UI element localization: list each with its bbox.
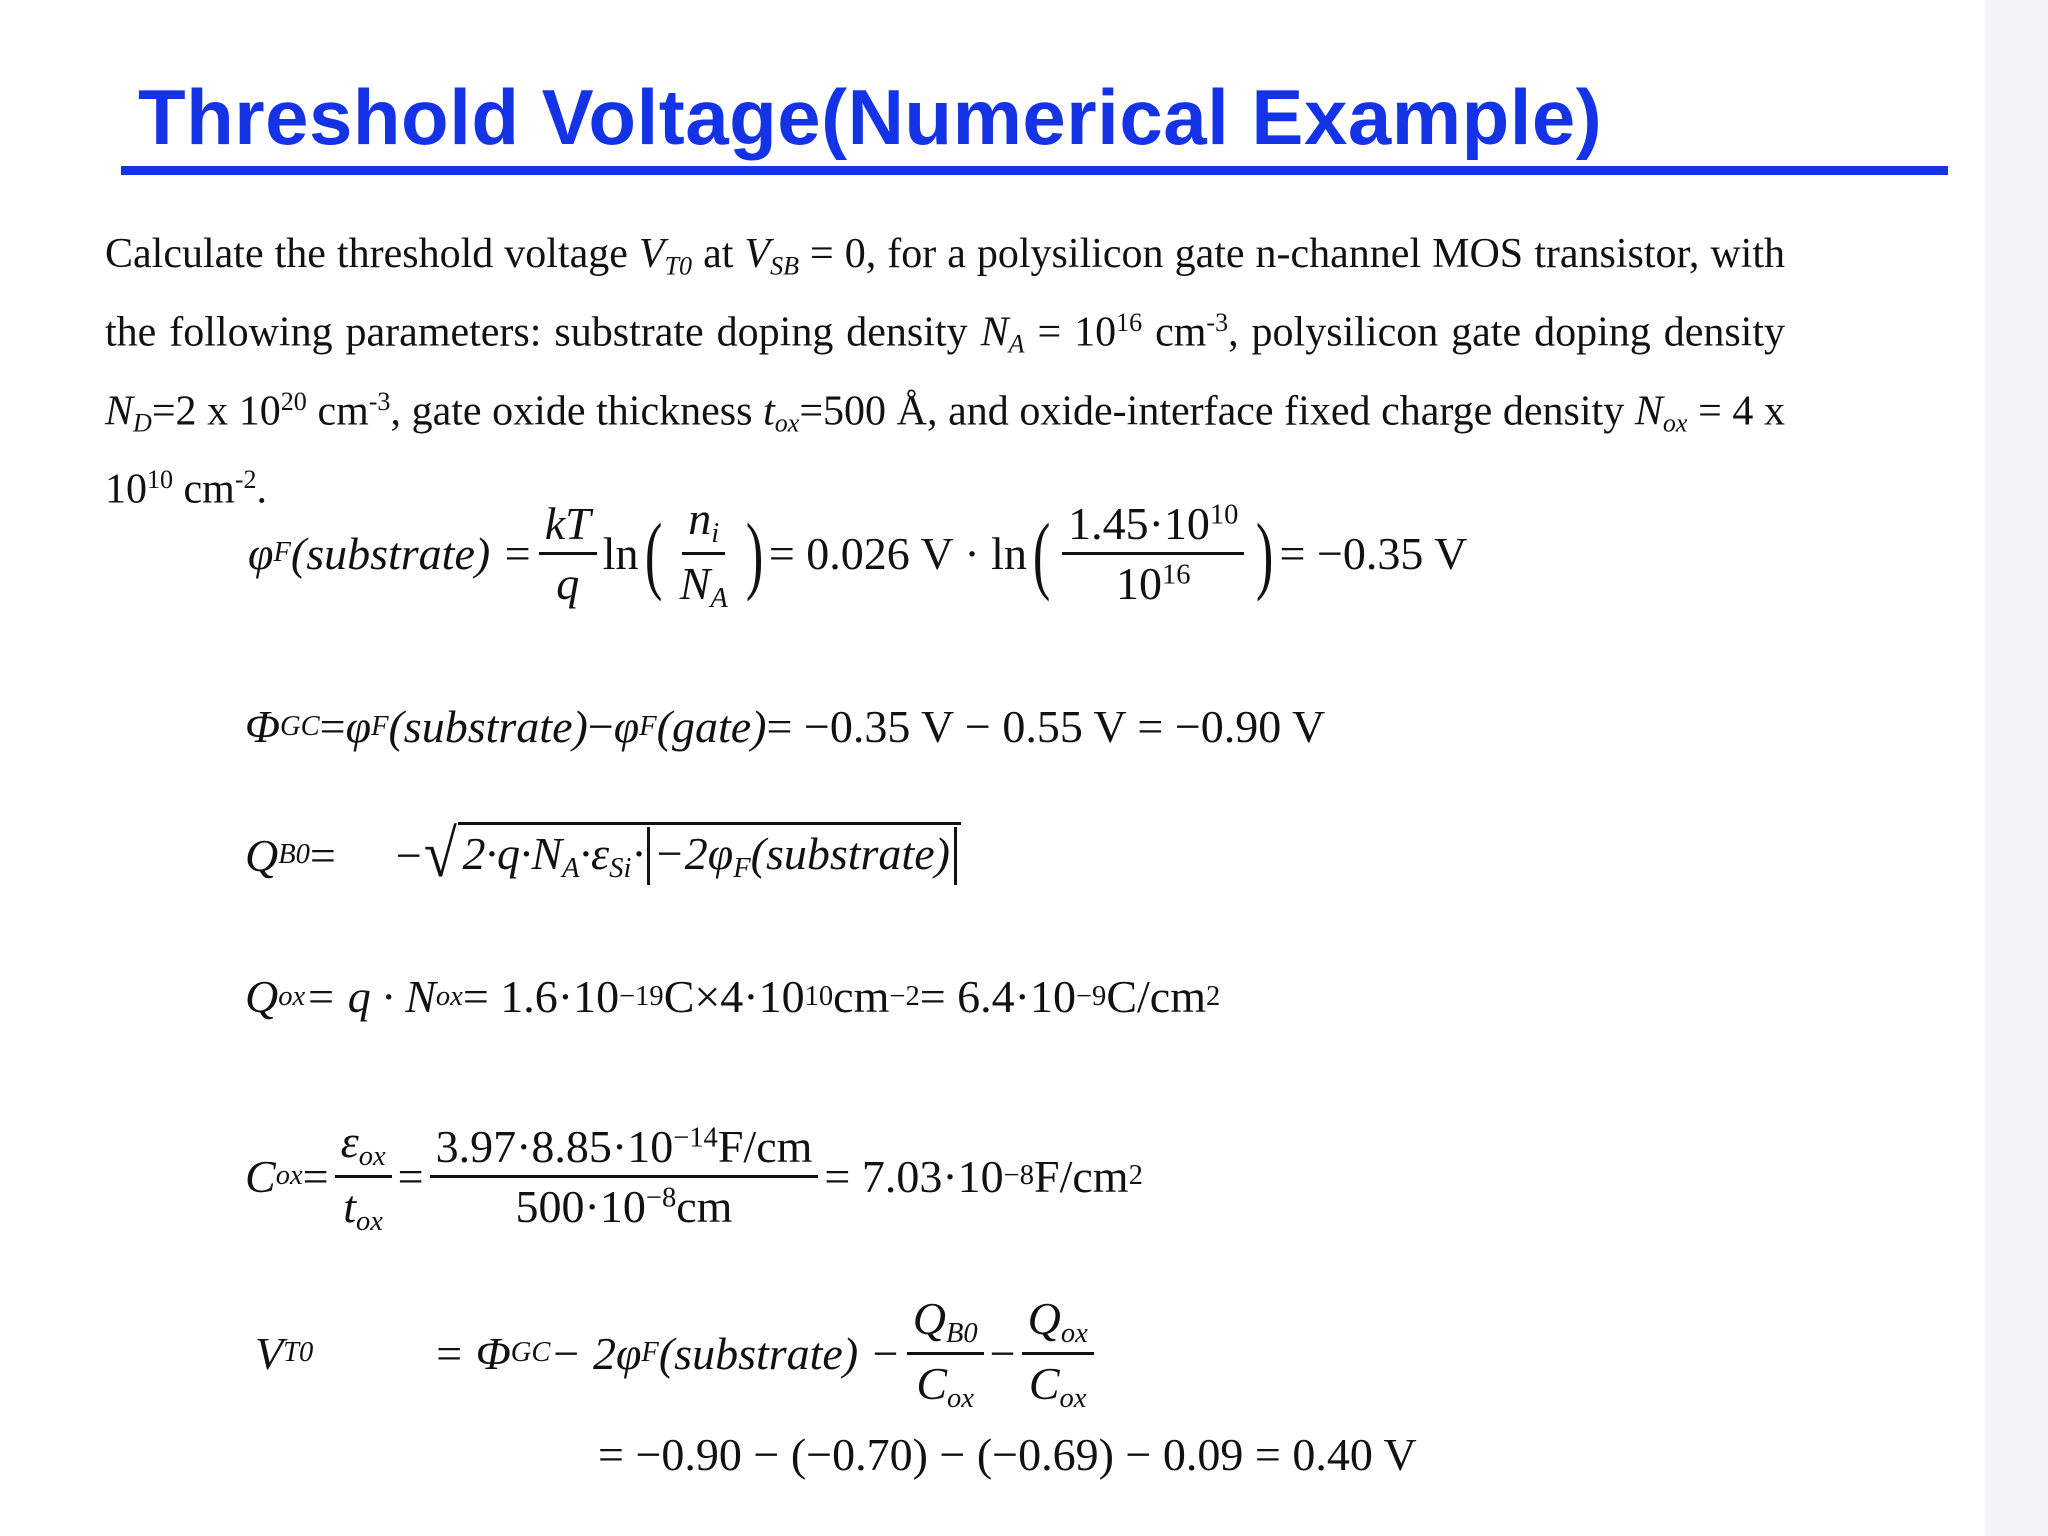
nox-subscript: ox bbox=[1662, 408, 1688, 438]
ln-operator: ln bbox=[602, 527, 639, 579]
vsb-symbol: V bbox=[744, 231, 771, 277]
phi-subscript: F bbox=[641, 1337, 659, 1369]
eq-text: (substrate) bbox=[388, 701, 588, 752]
cox-subscript: ox bbox=[1059, 1382, 1087, 1414]
exponent: 2 bbox=[1205, 980, 1221, 1012]
equation-fermi-potential bbox=[248, 492, 1467, 615]
exponent: −8 bbox=[1003, 1160, 1034, 1192]
nd-symbol: N bbox=[105, 388, 134, 435]
sqrt-sign: √ bbox=[423, 818, 457, 891]
equation-qox bbox=[245, 970, 1220, 1023]
vt0-subscript: T0 bbox=[664, 251, 693, 281]
eq-text: cm bbox=[676, 1180, 733, 1232]
fraction-numerator: kT bbox=[539, 497, 597, 555]
open-paren: ( bbox=[644, 504, 662, 602]
exponent: 16 bbox=[1161, 559, 1191, 591]
intro-text: = 4 x 10 bbox=[105, 388, 1786, 513]
phi-subscript: F bbox=[371, 710, 389, 742]
fraction-numerator bbox=[1062, 497, 1244, 555]
open-paren: ( bbox=[1032, 504, 1051, 602]
eq-text: · bbox=[631, 828, 647, 879]
eq-text: = 1.6·10 bbox=[462, 971, 620, 1022]
square-root bbox=[422, 818, 961, 891]
eq-text: = bbox=[309, 829, 336, 881]
exponent: −8 bbox=[645, 1182, 677, 1214]
intro-text: = 0, for a polysilicon gate n-channel MOS transistor, with the following parameters: substrate doping density bbox=[105, 231, 1786, 356]
na-subscript: A bbox=[710, 582, 728, 614]
eq-text: −2φ bbox=[653, 828, 734, 879]
phi-subscript: F bbox=[733, 852, 751, 884]
cox-symbol: C bbox=[916, 1357, 948, 1409]
phi-gc-subscript: GC bbox=[280, 710, 320, 742]
nox-subscript: ox bbox=[435, 980, 463, 1012]
eq-text: cm bbox=[833, 971, 890, 1022]
intro-text: , polysilicon gate doping density bbox=[1228, 309, 1786, 356]
phi-subscript: F bbox=[273, 537, 291, 569]
unit-exponent: -3 bbox=[1206, 308, 1229, 338]
intro-text: cm bbox=[173, 466, 235, 513]
intro-text: =2 x 10 bbox=[151, 388, 281, 435]
na-symbol: N bbox=[980, 309, 1009, 356]
qb0-symbol: Q bbox=[245, 829, 279, 881]
phi-symbol: φ bbox=[248, 527, 274, 579]
vt0-symbol: V bbox=[255, 1327, 284, 1379]
equation-qb0 bbox=[245, 818, 961, 891]
exponent: −2 bbox=[889, 980, 920, 1012]
eq-text: 3.97·8.85·10 bbox=[435, 1120, 674, 1172]
sqrt-body bbox=[458, 822, 961, 889]
exponent: 10 bbox=[1209, 499, 1239, 531]
eps-subscript: ox bbox=[358, 1140, 386, 1172]
unit-exponent: -3 bbox=[368, 386, 391, 416]
exponent: 2 bbox=[1128, 1160, 1143, 1192]
eq-text: 500·10 bbox=[515, 1180, 646, 1232]
fraction-eps-tox bbox=[335, 1115, 392, 1238]
vt0-subscript: T0 bbox=[283, 1337, 314, 1369]
intro-text: , gate oxide thickness bbox=[390, 388, 764, 435]
eq-result: = −0.90 − (−0.70) − (−0.69) − 0.09 = 0.40 V bbox=[598, 1429, 1417, 1480]
eq-text: ·ε bbox=[579, 828, 610, 879]
fraction-denominator bbox=[510, 1178, 739, 1233]
eq-text: = 0.026 V · ln bbox=[768, 527, 1027, 579]
absolute-value bbox=[647, 827, 957, 885]
tox-subscript: ox bbox=[774, 408, 800, 438]
eq-text: F/cm bbox=[1034, 1150, 1129, 1202]
fraction-qox-cox bbox=[1022, 1292, 1094, 1415]
eq-text: − bbox=[587, 701, 614, 752]
eq-text: (substrate) = bbox=[290, 527, 533, 579]
fraction-numerator bbox=[682, 492, 725, 555]
fraction-numerator bbox=[430, 1120, 819, 1178]
nox-exponent: 10 bbox=[147, 465, 174, 495]
eps-symbol: ε bbox=[340, 1116, 359, 1167]
qox-subscript: ox bbox=[278, 980, 306, 1012]
na-subscript: A bbox=[562, 852, 580, 884]
vt0-symbol: V bbox=[638, 231, 665, 277]
qox-symbol: Q bbox=[245, 971, 279, 1022]
problem-statement bbox=[105, 226, 1785, 519]
phi-gc-symbol: Φ bbox=[245, 701, 281, 752]
intro-text: cm bbox=[1142, 309, 1207, 356]
intro-text: Calculate the threshold voltage bbox=[105, 231, 639, 277]
ni-subscript: i bbox=[711, 517, 720, 549]
equation-vt0 bbox=[255, 1292, 1100, 1415]
eq-text: 2·q·N bbox=[462, 828, 563, 879]
eq-text: = 6.4·10 bbox=[919, 971, 1076, 1022]
eq-text: 1.45·10 bbox=[1068, 497, 1210, 549]
phi-symbol: φ bbox=[613, 701, 640, 752]
phi-subscript: F bbox=[639, 710, 657, 742]
cox-subscript: ox bbox=[947, 1382, 974, 1414]
title-underline bbox=[121, 166, 1948, 175]
nd-subscript: D bbox=[133, 408, 152, 438]
phi-gc-subscript: GC bbox=[510, 1337, 551, 1369]
slide-edge-strip bbox=[1985, 0, 2048, 1536]
eq-text: − bbox=[395, 829, 422, 881]
eq-text: = bbox=[397, 1150, 424, 1202]
tox-symbol: t bbox=[343, 1180, 357, 1232]
equation-phi-gc bbox=[245, 700, 1325, 753]
qb0-symbol: Q bbox=[912, 1293, 946, 1344]
fraction-cox-value bbox=[430, 1120, 819, 1233]
fraction-denominator bbox=[1023, 1355, 1093, 1415]
fraction-numerator bbox=[907, 1292, 984, 1355]
eps-subscript: Si bbox=[609, 852, 632, 884]
vsb-subscript: SB bbox=[770, 251, 799, 281]
cox-symbol: C bbox=[1028, 1357, 1060, 1409]
nox-symbol: N bbox=[1634, 388, 1663, 435]
fraction-denominator bbox=[337, 1178, 389, 1238]
problem-text bbox=[105, 226, 1785, 519]
intro-text: cm bbox=[306, 388, 369, 435]
eq-text: (substrate) bbox=[750, 828, 950, 879]
cox-symbol: C bbox=[245, 1150, 276, 1202]
fraction-ni-value bbox=[1062, 497, 1244, 610]
close-paren: ) bbox=[745, 504, 764, 602]
eq-text: 10 bbox=[1115, 557, 1162, 609]
eq-result: = 7.03·10 bbox=[824, 1150, 1004, 1202]
fraction-qb0-cox bbox=[907, 1292, 984, 1415]
eq-result: = −0.35 V − 0.55 V = −0.90 V bbox=[766, 701, 1326, 752]
intro-text: =500 Å, and oxide-interface fixed charge density bbox=[799, 388, 1635, 435]
eq-text: = bbox=[319, 701, 346, 752]
exponent: −14 bbox=[673, 1122, 718, 1154]
na-subscript: A bbox=[1008, 329, 1025, 359]
fraction-numerator bbox=[335, 1115, 392, 1178]
tox-subscript: ox bbox=[356, 1205, 383, 1237]
fraction-ni-na bbox=[674, 492, 734, 615]
fraction-denominator bbox=[1110, 555, 1197, 610]
exponent: −9 bbox=[1075, 980, 1107, 1012]
na-exponent: 16 bbox=[1116, 308, 1143, 338]
eq-text: F/cm bbox=[717, 1120, 813, 1172]
fraction-kt-q bbox=[539, 497, 597, 610]
qb0-subscript: B0 bbox=[278, 839, 310, 871]
na-symbol: N bbox=[679, 557, 711, 609]
phi-symbol: φ bbox=[345, 701, 372, 752]
qox-symbol: Q bbox=[1027, 1293, 1061, 1344]
eq-text: C×4·10 bbox=[663, 971, 805, 1022]
eq-text: (substrate) − bbox=[658, 1327, 901, 1379]
unit-exponent: -2 bbox=[234, 465, 257, 495]
tox-symbol: t bbox=[763, 388, 775, 435]
fraction-numerator bbox=[1022, 1292, 1094, 1355]
fraction-denominator bbox=[910, 1355, 980, 1415]
eq-text: = bbox=[302, 1150, 329, 1202]
slide-title: Threshold Voltage(Numerical Example) bbox=[138, 73, 1603, 161]
intro-text: = 10 bbox=[1024, 309, 1117, 356]
intro-text: . bbox=[256, 466, 268, 513]
eq-result: = −0.35 V bbox=[1279, 527, 1468, 579]
qox-subscript: ox bbox=[1060, 1317, 1088, 1349]
equation-final-result bbox=[598, 1428, 1417, 1481]
eq-text: = q · N bbox=[305, 971, 436, 1022]
ni-symbol: n bbox=[688, 493, 712, 544]
intro-text: at bbox=[692, 231, 745, 277]
equation-cox bbox=[245, 1115, 1143, 1238]
exponent: −19 bbox=[619, 980, 664, 1012]
eq-text: (gate) bbox=[656, 701, 767, 752]
qb0-subscript: B0 bbox=[945, 1317, 978, 1349]
cox-subscript: ox bbox=[275, 1160, 303, 1192]
eq-text: − bbox=[989, 1327, 1016, 1379]
nd-exponent: 20 bbox=[280, 386, 307, 416]
close-paren: ) bbox=[1256, 504, 1274, 602]
fraction-denominator: q bbox=[556, 557, 580, 609]
eq-text: = Φ bbox=[433, 1327, 511, 1379]
fraction-denominator bbox=[674, 555, 734, 615]
exponent: 10 bbox=[804, 980, 834, 1012]
eq-text: C/cm bbox=[1106, 971, 1206, 1022]
eq-text: − 2φ bbox=[550, 1327, 642, 1379]
